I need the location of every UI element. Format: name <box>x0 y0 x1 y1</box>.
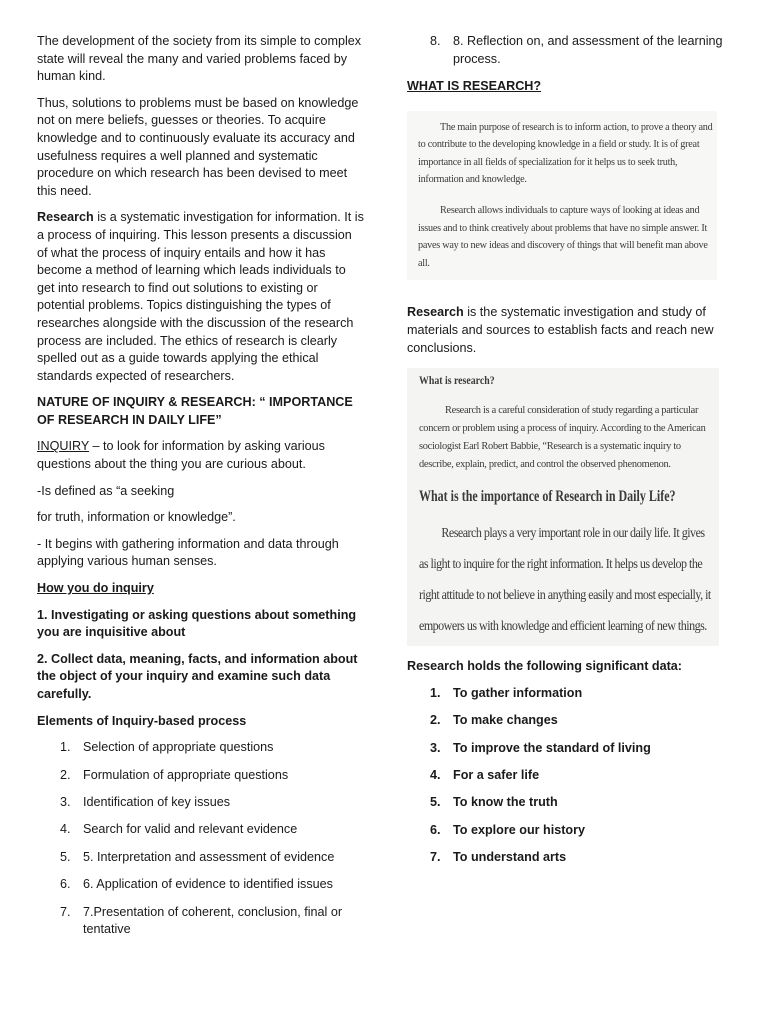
scan-heading-what-is-research: What is research? <box>419 373 495 388</box>
list-item-text: Selection of appropriate questions <box>83 740 274 755</box>
list-item-text: To make changes <box>453 713 558 728</box>
elements-heading: Elements of Inquiry-based process <box>37 713 247 728</box>
list-item-number: 8. <box>430 34 441 48</box>
list-item-number: 4. <box>430 768 441 783</box>
list-item-text: Search for valid and relevant evidence <box>83 822 298 837</box>
research-term: Research <box>37 210 94 225</box>
list-item <box>407 685 737 703</box>
list-item-text: For a safer life <box>453 768 540 783</box>
solutions-paragraph: Thus, solutions to problems must be based on knowledge not on mere beliefs, guesses or theories. To acquire knowledge and to continuously evaluate its accuracy and usefulness requires a well planned and systematic procedure on which research has been devised to meet this need. <box>37 95 359 198</box>
for-truth-line: for truth, information or knowledge”. <box>37 510 236 525</box>
how-inquiry-heading: How you do inquiry <box>37 581 154 596</box>
list-item-number: 1. <box>430 685 441 700</box>
elements-list <box>37 739 365 939</box>
inquiry-definition-text: – to look for information by asking various questions about the thing you are curious about. <box>37 439 325 472</box>
significant-data-heading: Research holds the following significant data: <box>407 659 682 674</box>
list-item-text: To improve the standard of living <box>453 740 651 755</box>
list-item-text: 5. Interpretation and assessment of evidence <box>83 849 335 864</box>
research-term: Research <box>407 305 464 320</box>
research-definition-text: is a systematic investigation for information. It is a process of inquiring. This lesson presents a discussion of what the process of inquiry entails and how it has become a method of learning which leads individuals to get into research to find out solutions to existing or potential problems. Topics distinguishing the types of researches alongside with the discussion of the research process are included. The ethics of research is clearly spelled out as a guide towards applying the ethical standards expected of researchers. <box>37 210 364 383</box>
begins-paragraph: - It begins with gathering information and data through applying various human senses. <box>37 536 339 569</box>
defined-as-line: -Is defined as “a seeking <box>37 483 175 498</box>
list-item-text: Formulation of appropriate questions <box>83 767 289 782</box>
list-item <box>407 794 737 812</box>
significant-data-list <box>407 685 737 867</box>
list-item-number: 1. <box>60 740 71 755</box>
research-study-definition-text: is the systematic investigation and study of materials and sources to establish facts and reach new conclusions. <box>407 305 714 355</box>
list-item-text: 7.Presentation of coherent, conclusion, final or tentative <box>83 904 343 937</box>
intro-paragraph: The development of the society from its simple to complex state will reveal the many and varied problems faced by human kind. <box>37 34 362 84</box>
list-item-number: 2. <box>430 713 441 728</box>
inquiry-term: INQUIRY <box>37 439 90 454</box>
scanned-excerpt-what-is-research <box>407 368 719 646</box>
list-item <box>37 794 365 812</box>
research-definition-paragraph <box>37 209 365 385</box>
list-item <box>37 739 365 757</box>
elements-list-continued <box>407 33 737 68</box>
list-item <box>407 767 737 785</box>
inquiry-definition <box>37 438 365 473</box>
left-column <box>37 33 365 949</box>
list-item-number: 5. <box>430 795 441 810</box>
allows-paragraph: Research allows individuals to capture ways of looking at ideas and issues and to think creatively about problems that have no simple answer. It paves way to new ideas and discovery of things that will benefit man above all. <box>418 204 708 269</box>
list-item-number: 4. <box>60 822 71 837</box>
list-item <box>407 740 737 758</box>
purpose-paragraph: The main purpose of research is to inform action, to prove a theory and to contribute to the developing knowledge in a field or study. It is of great importance in all fields of specialization for it helps us to seek truth, information and knowledge. <box>418 121 713 186</box>
what-is-research-heading: WHAT IS RESEARCH? <box>407 78 542 93</box>
inquiry-step-2: 2. Collect data, meaning, facts, and information about the object of your inquiry and examine such data carefully. <box>37 651 358 701</box>
list-item-number: 2. <box>60 767 71 782</box>
list-item <box>407 33 737 68</box>
importance-paragraph: Research plays a very important role in our daily life. It gives as light to inquire for the right information. It helps us develop the right attitude to not believe in anything easily and most especially, it empowers us with knowledge and efficient learning of new things. <box>419 526 711 635</box>
nature-heading: NATURE OF INQUIRY & RESEARCH: “ IMPORTANCE OF RESEARCH IN DAILY LIFE” <box>37 395 353 427</box>
list-item-number: 6. <box>60 877 71 892</box>
list-item <box>407 849 737 867</box>
list-item-text: 6. Application of evidence to identified issues <box>83 877 333 892</box>
list-item-number: 6. <box>430 822 441 837</box>
list-item-text: Identification of key issues <box>83 794 231 809</box>
list-item-number: 5. <box>60 849 71 864</box>
right-column <box>407 33 737 877</box>
list-item <box>37 767 365 785</box>
list-item-text: To know the truth <box>453 795 558 810</box>
research-study-definition <box>407 304 737 357</box>
scanned-excerpt-purpose <box>407 111 717 281</box>
list-item-text: To gather information <box>453 685 583 700</box>
careful-consideration-paragraph: Research is a careful consideration of study regarding a particular concern or problem using a process of inquiry. According to the American sociologist Earl Robert Babbie, “Research is a systematic inquiry to describe, explain, predict, and control the observed phenomenon. <box>419 404 706 470</box>
list-item <box>37 876 365 894</box>
scan-heading-importance: What is the importance of Research in Daily Life? <box>419 487 676 505</box>
list-item <box>37 821 365 839</box>
list-item <box>37 904 365 939</box>
list-item <box>37 849 365 867</box>
list-item-number: 3. <box>60 794 71 809</box>
list-item-number: 7. <box>430 850 441 865</box>
inquiry-step-1: 1. Investigating or asking questions about something you are inquisitive about <box>37 607 357 640</box>
list-item <box>407 822 737 840</box>
list-item-text: To explore our history <box>453 822 586 837</box>
list-item-text: 8. Reflection on, and assessment of the learning process. <box>453 34 723 66</box>
list-item-number: 7. <box>60 904 71 919</box>
list-item <box>407 712 737 730</box>
list-item-number: 3. <box>430 740 441 755</box>
list-item-text: To understand arts <box>453 850 567 865</box>
